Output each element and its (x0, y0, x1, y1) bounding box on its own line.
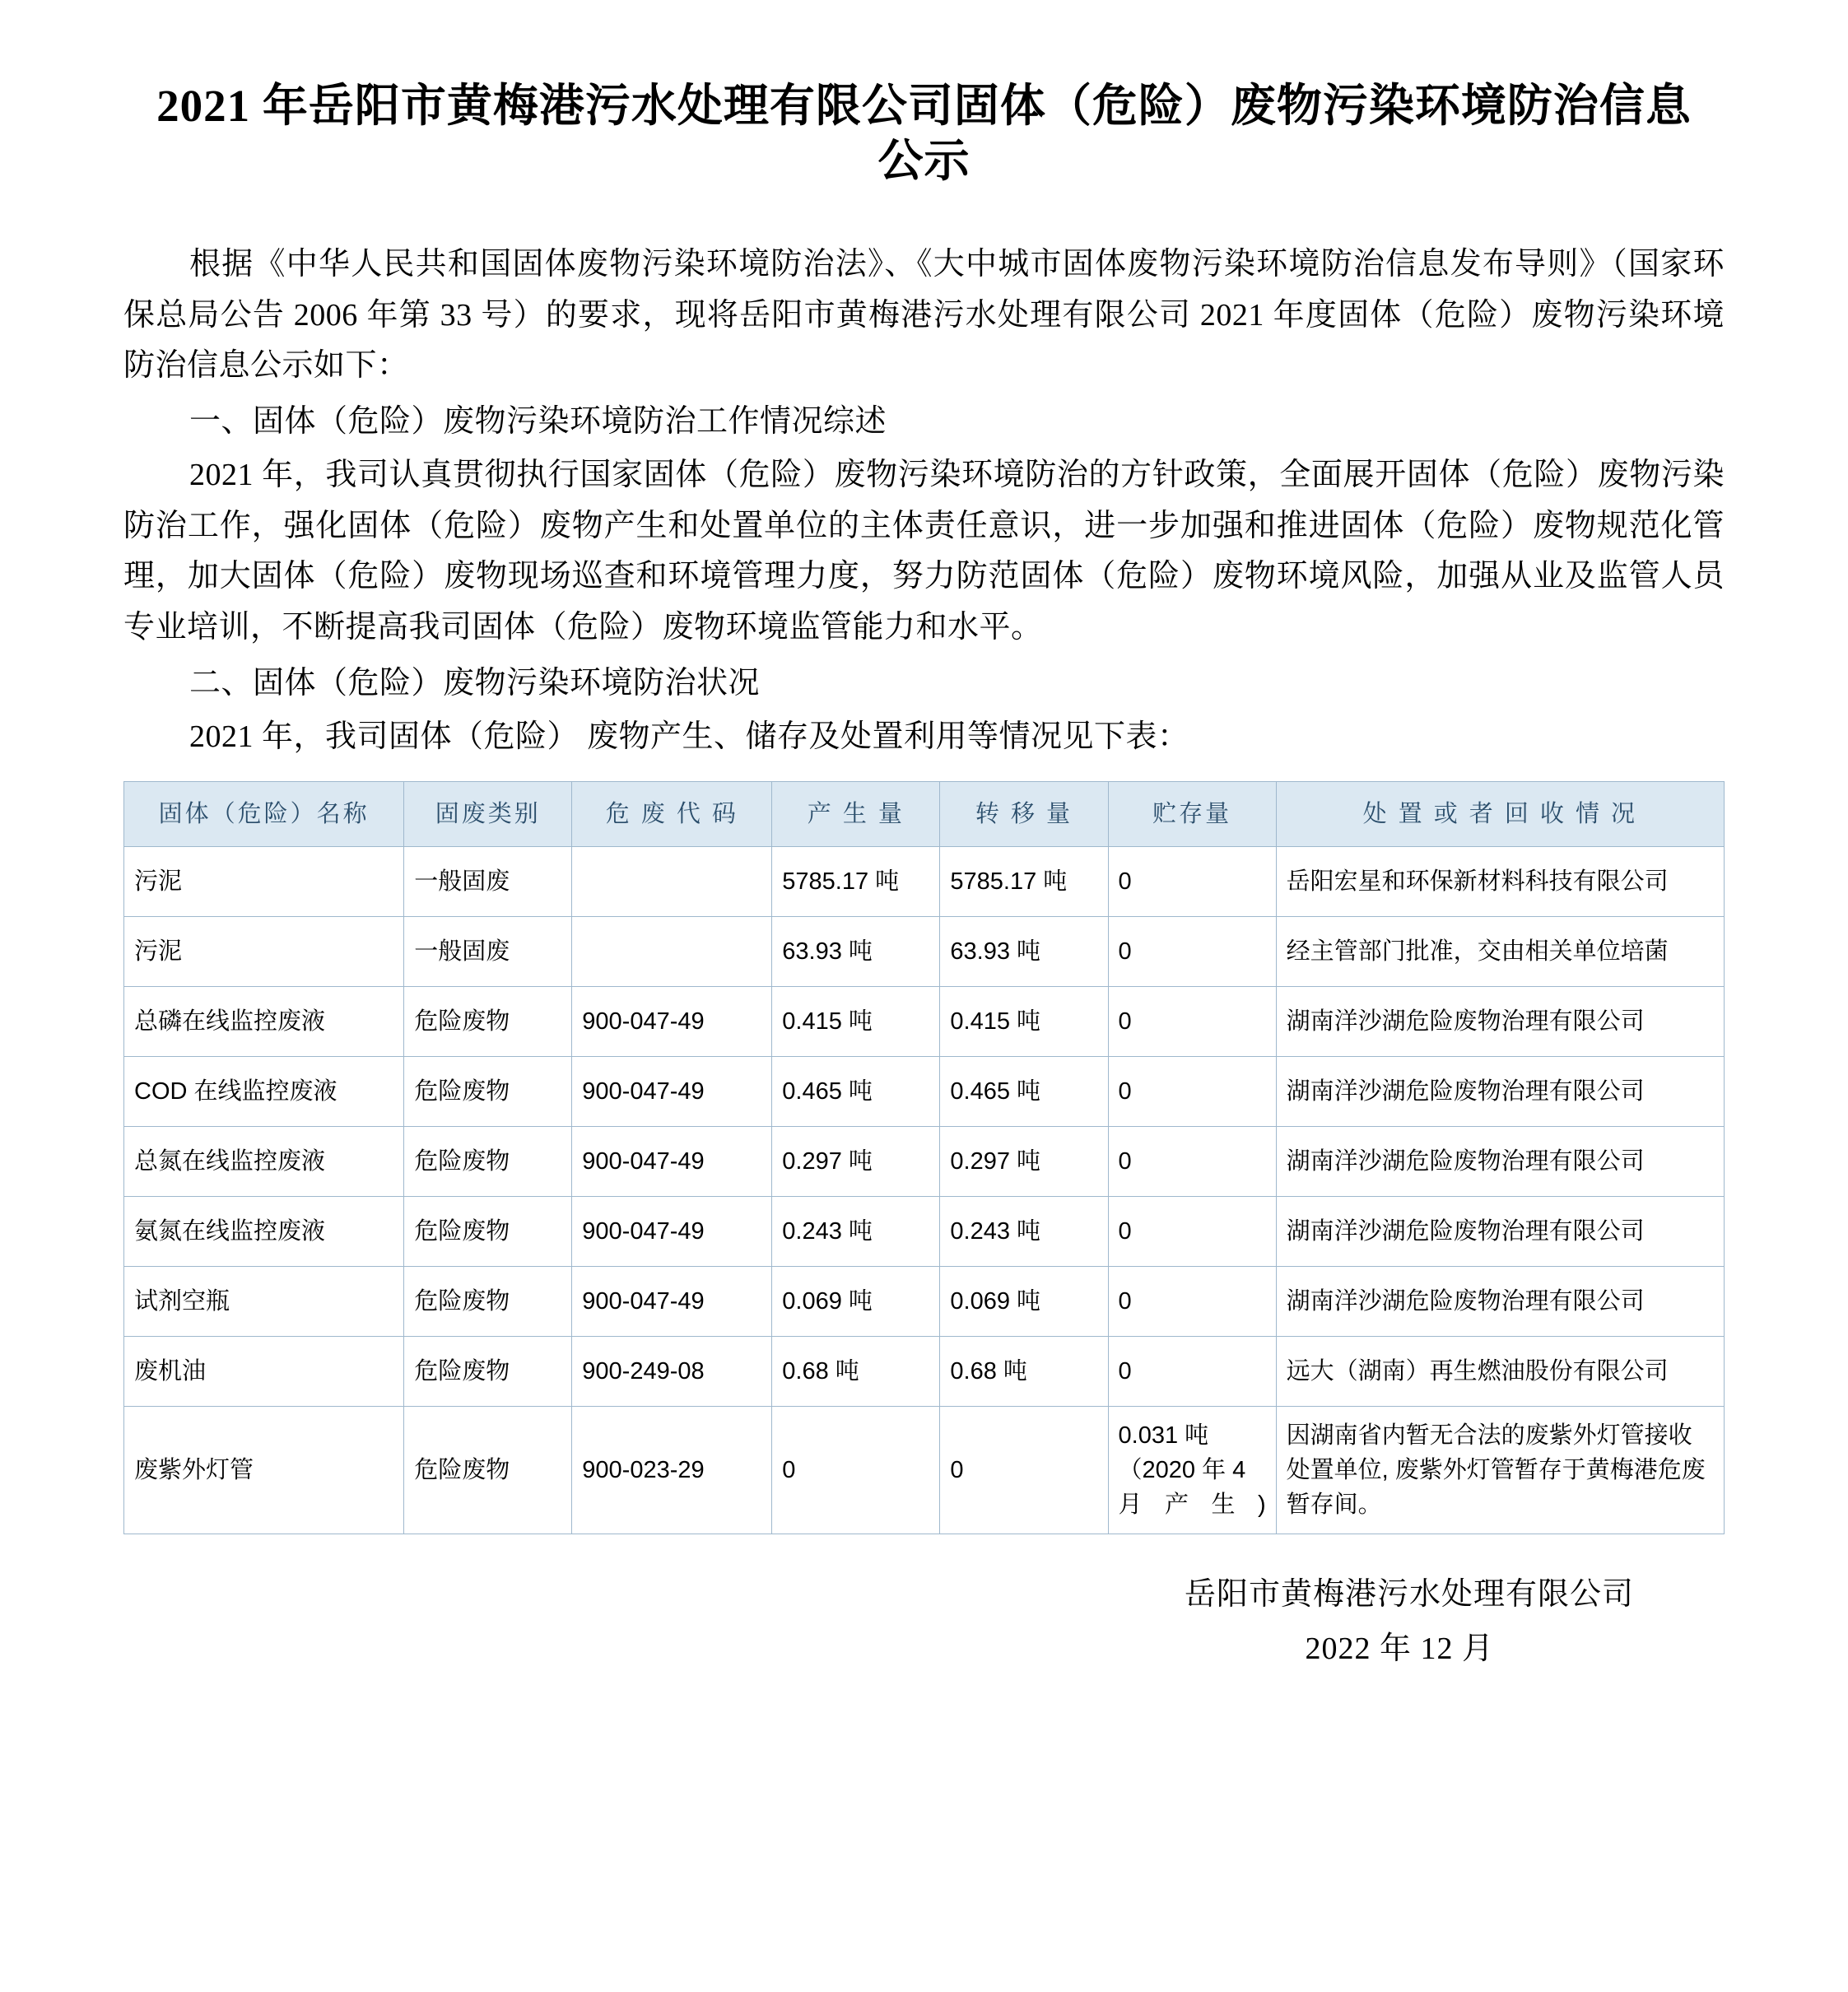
cell-stored: 0 (1108, 916, 1276, 986)
table-header (124, 781, 1725, 846)
cell-disposal: 湖南洋沙湖危险废物治理有限公司 (1276, 1196, 1724, 1266)
cell-stored: 0 (1108, 846, 1276, 916)
column-header-transferred: 转 移 量 (940, 781, 1108, 846)
cell-transferred: 0.243 吨 (940, 1196, 1108, 1266)
cell-code: 900-047-49 (572, 986, 772, 1056)
cell-disposal: 湖南洋沙湖危险废物治理有限公司 (1276, 1266, 1724, 1336)
cell-name: COD 在线监控废液 (124, 1056, 404, 1126)
cell-code (572, 916, 772, 986)
cell-category: 危险废物 (404, 1266, 572, 1336)
cell-disposal: 湖南洋沙湖危险废物治理有限公司 (1276, 1056, 1724, 1126)
table-row (124, 1056, 1725, 1126)
waste-summary-table (123, 781, 1725, 1534)
cell-generated: 0.415 吨 (772, 986, 940, 1056)
table-row (124, 916, 1725, 986)
table-row (124, 846, 1725, 916)
table-body (124, 846, 1725, 1534)
cell-stored: 0 (1108, 1056, 1276, 1126)
table-row (124, 986, 1725, 1056)
table-row (124, 1336, 1725, 1406)
cell-category: 危险废物 (404, 1056, 572, 1126)
cell-code: 900-249-08 (572, 1336, 772, 1406)
cell-stored: 0 (1108, 1266, 1276, 1336)
cell-code: 900-047-49 (572, 1126, 772, 1196)
table-header-row (124, 781, 1725, 846)
column-header-name: 固体（危险）名称 (124, 781, 404, 846)
cell-disposal: 经主管部门批准，交由相关单位培菌 (1276, 916, 1724, 986)
cell-stored: 0 (1108, 1336, 1276, 1406)
section-heading-one: 一、固体（危险）废物污染环境防治工作情况综述 (189, 403, 887, 439)
cell-transferred: 0.68 吨 (940, 1336, 1108, 1406)
cell-code: 900-047-49 (572, 1196, 772, 1266)
cell-name: 污泥 (124, 916, 404, 986)
cell-code: 900-047-49 (572, 1056, 772, 1126)
cell-transferred: 0.465 吨 (940, 1056, 1108, 1126)
cell-category: 一般固废 (404, 846, 572, 916)
intro-paragraph: 根据《中华人民共和国固体废物污染环境防治法》、《大中城市固体废物污染环境防治信息发布导则》（国家环保总局公告 2006 年第 33 号）的要求，现将岳阳市黄梅港污水处理有限公司 2021 年度固体（危险）废物污染环境防治信息公示如下： (123, 247, 1725, 384)
cell-category: 危险废物 (404, 1336, 572, 1406)
column-header-disposal: 处 置 或 者 回 收 情 况 (1276, 781, 1724, 846)
cell-name: 污泥 (124, 846, 404, 916)
cell-generated: 0.297 吨 (772, 1126, 940, 1196)
cell-name: 废机油 (124, 1336, 404, 1406)
cell-name: 总磷在线监控废液 (124, 986, 404, 1056)
signature-company: 岳阳市黄梅港污水处理有限公司 (1184, 1576, 1634, 1612)
table-row (124, 1266, 1725, 1336)
cell-code: 900-023-29 (572, 1406, 772, 1534)
column-header-category: 固废类别 (404, 781, 572, 846)
cell-category: 危险废物 (404, 1196, 572, 1266)
cell-disposal: 远大（湖南）再生燃油股份有限公司 (1276, 1336, 1724, 1406)
section-one-body: 2021 年，我司认真贯彻执行国家固体（危险）废物污染环境防治的方针政策，全面展开固体（危险）废物污染防治工作，强化固体（危险）废物产生和处置单位的主体责任意识，进一步加强和推进固体（危险）废物规范化管理，加大固体（危险）废物现场巡查和环境管理力度，努力防范固体（危险）废物环境风险，加强从业及监管人员专业培训，不断提高我司固体（危险）废物环境监管能力和水平。 (123, 458, 1725, 645)
cell-code: 900-047-49 (572, 1266, 772, 1336)
cell-generated: 0.68 吨 (772, 1336, 940, 1406)
column-header-stored: 贮存量 (1108, 781, 1276, 846)
table-row (124, 1196, 1725, 1266)
cell-category: 危险废物 (404, 1406, 572, 1534)
cell-transferred: 0.069 吨 (940, 1266, 1108, 1336)
cell-name: 总氮在线监控废液 (124, 1126, 404, 1196)
cell-name: 废紫外灯管 (124, 1406, 404, 1534)
cell-disposal: 湖南洋沙湖危险废物治理有限公司 (1276, 986, 1724, 1056)
column-header-code: 危 废 代 码 (572, 781, 772, 846)
cell-generated: 0.465 吨 (772, 1056, 940, 1126)
cell-generated: 63.93 吨 (772, 916, 940, 986)
cell-name: 试剂空瓶 (124, 1266, 404, 1336)
column-header-generated: 产 生 量 (772, 781, 940, 846)
table-row (124, 1406, 1725, 1534)
table-row (124, 1126, 1725, 1196)
cell-disposal: 湖南洋沙湖危险废物治理有限公司 (1276, 1126, 1724, 1196)
cell-transferred: 5785.17 吨 (940, 846, 1108, 916)
cell-transferred: 0 (940, 1406, 1108, 1534)
cell-stored: 0 (1108, 1126, 1276, 1196)
cell-stored: 0 (1108, 1196, 1276, 1266)
signature-block (123, 1567, 1725, 1677)
page-title: 2021 年岳阳市黄梅港污水处理有限公司固体（危险）废物污染环境防治信息公示 (156, 81, 1692, 187)
cell-category: 危险废物 (404, 986, 572, 1056)
cell-category: 一般固废 (404, 916, 572, 986)
cell-transferred: 0.297 吨 (940, 1126, 1108, 1196)
cell-disposal: 因湖南省内暂无合法的废紫外灯管接收处置单位, 废紫外灯管暂存于黄梅港危废暂存间。 (1276, 1406, 1724, 1534)
cell-generated: 0.243 吨 (772, 1196, 940, 1266)
cell-stored: 0.031 吨（2020 年 4 月产生) (1108, 1406, 1276, 1534)
section-heading-two: 二、固体（危险）废物污染环境防治状况 (189, 665, 761, 700)
cell-generated: 0.069 吨 (772, 1266, 940, 1336)
signature-date: 2022 年 12 月 (1305, 1631, 1494, 1667)
cell-transferred: 0.415 吨 (940, 986, 1108, 1056)
table-lead-in: 2021 年，我司固体（危险） 废物产生、储存及处置利用等情况见下表： (189, 719, 1189, 755)
cell-generated: 0 (772, 1406, 940, 1534)
cell-stored: 0 (1108, 986, 1276, 1056)
cell-category: 危险废物 (404, 1126, 572, 1196)
cell-name: 氨氮在线监控废液 (124, 1196, 404, 1266)
cell-transferred: 63.93 吨 (940, 916, 1108, 986)
cell-generated: 5785.17 吨 (772, 846, 940, 916)
cell-disposal: 岳阳宏星和环保新材料科技有限公司 (1276, 846, 1724, 916)
cell-code (572, 846, 772, 916)
